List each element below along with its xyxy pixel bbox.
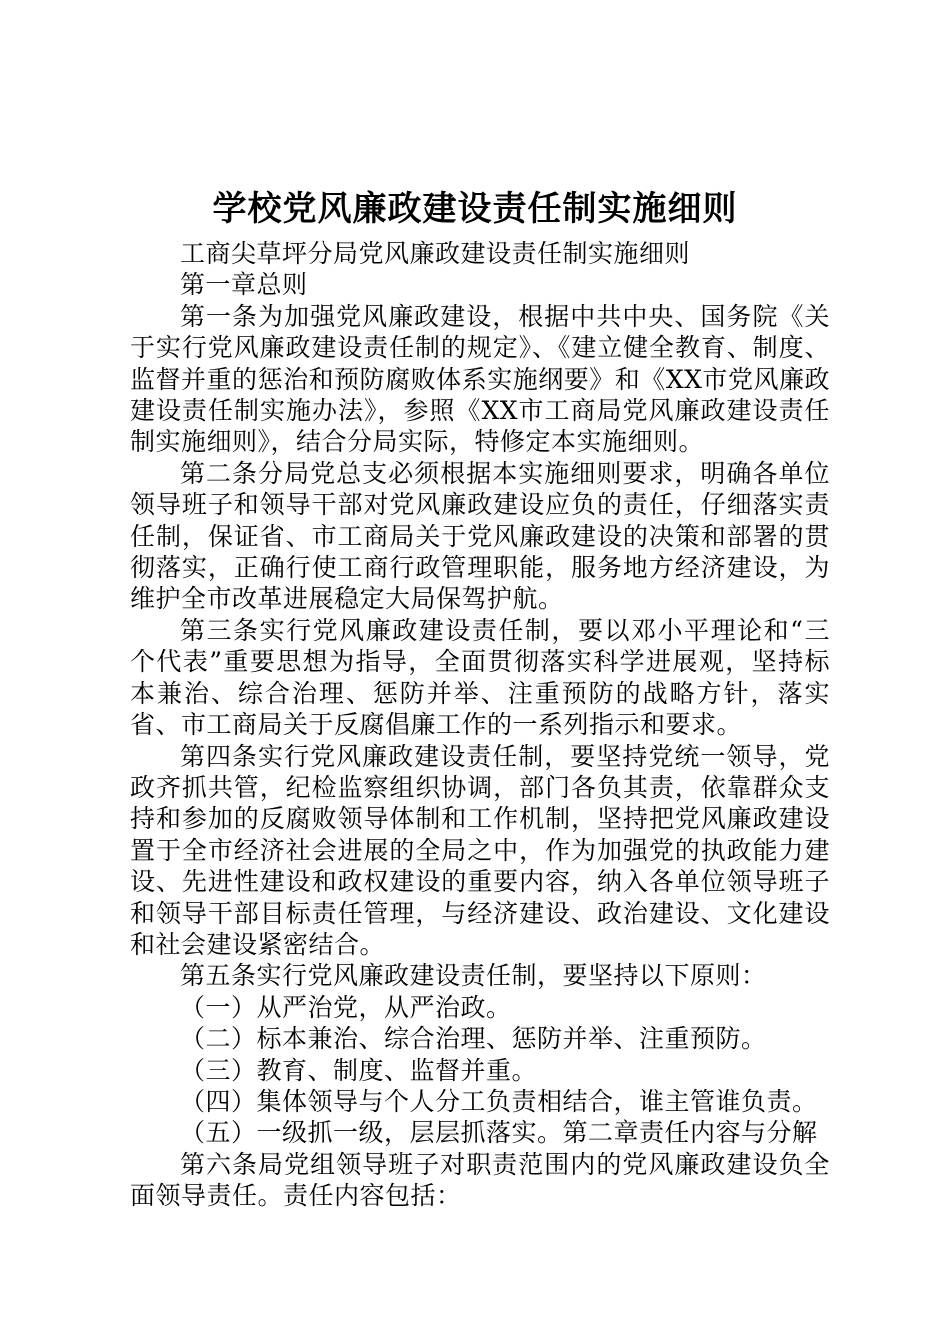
paragraph-article-3: 第三条实行党风廉政建设责任制，要以邓小平理论和“三个代表”重要思想为指导，全面贯彻落实科学进展观，坚持标本兼治、综合治理、惩防并举、注重预防的战略方针，落实省、市工商局关于反腐倡廉工作的一系列指示和要求。 [130,615,830,740]
paragraph-principle-4: （四）集体领导与个人分工负责相结合，谁主管谁负责。 [180,1086,818,1116]
paragraph-article-4: 第四条实行党风廉政建设责任制，要坚持党统一领导，党政齐抓共管，纪检监察组织协调，部门各负其责，依靠群众支持和参加的反腐败领导体制和工作机制，坚持把党风廉政建设置于全市经济社会进展的全局之中，作为加强党的执政能力建设、先进性建设和政权建设的重要内容，纳入各单位领导班子和领导干部目标责任管理，与经济建设、政治建设、文化建设和社会建设紧密结合。 [130,741,830,959]
paragraph-principle-3: （三）教育、制度、监督并重。 [180,1055,538,1085]
paragraph-principle-1: （一）从严治党，从严治政。 [180,992,512,1022]
paragraph-principle-2: （二）标本兼治、综合治理、惩防并举、注重预防。 [180,1024,767,1054]
paragraph-subtitle: 工商尖草坪分局党风廉政建设责任制实施细则 [180,239,691,268]
paragraph-article-2: 第二条分局党总支必须根据本实施细则要求，明确各单位领导班子和领导干部对党风廉政建设应负的责任，仔细落实责任制，保证省、市工商局关于党风廉政建设的决策和部署的贯彻落实，正确行使工商行政管理职能，服务地方经济建设，为维护全市改革进展稳定大局保驾护航。 [130,458,830,614]
paragraph-article-5: 第五条实行党风廉政建设责任制，要坚持以下原则： [180,961,767,991]
paragraph-chapter-1: 第一章总则 [180,270,308,300]
paragraph-article-1: 第一条为加强党风廉政建设，根据中共中央、国务院《关于实行党风廉政建设责任制的规定》、《建立健全教育、制度、监督并重的惩治和预防腐败体系实施纲要》和《XX市党风廉政建设责任制实施办法》，参照《XX市工商局党风廉政建设责任制实施细则》，结合分局实际，特修定本实施细则。 [130,301,830,457]
document-title: 学校党风廉政建设责任制实施细则 [212,189,738,229]
paragraph-article-6: 第六条局党组领导班子对职责范围内的党风廉政建设负全面领导责任。责任内容包括： [130,1149,830,1211]
document-body [130,238,830,1212]
paragraph-principle-5: （五）一级抓一级，层层抓落实。第二章责任内容与分解 [180,1118,818,1148]
